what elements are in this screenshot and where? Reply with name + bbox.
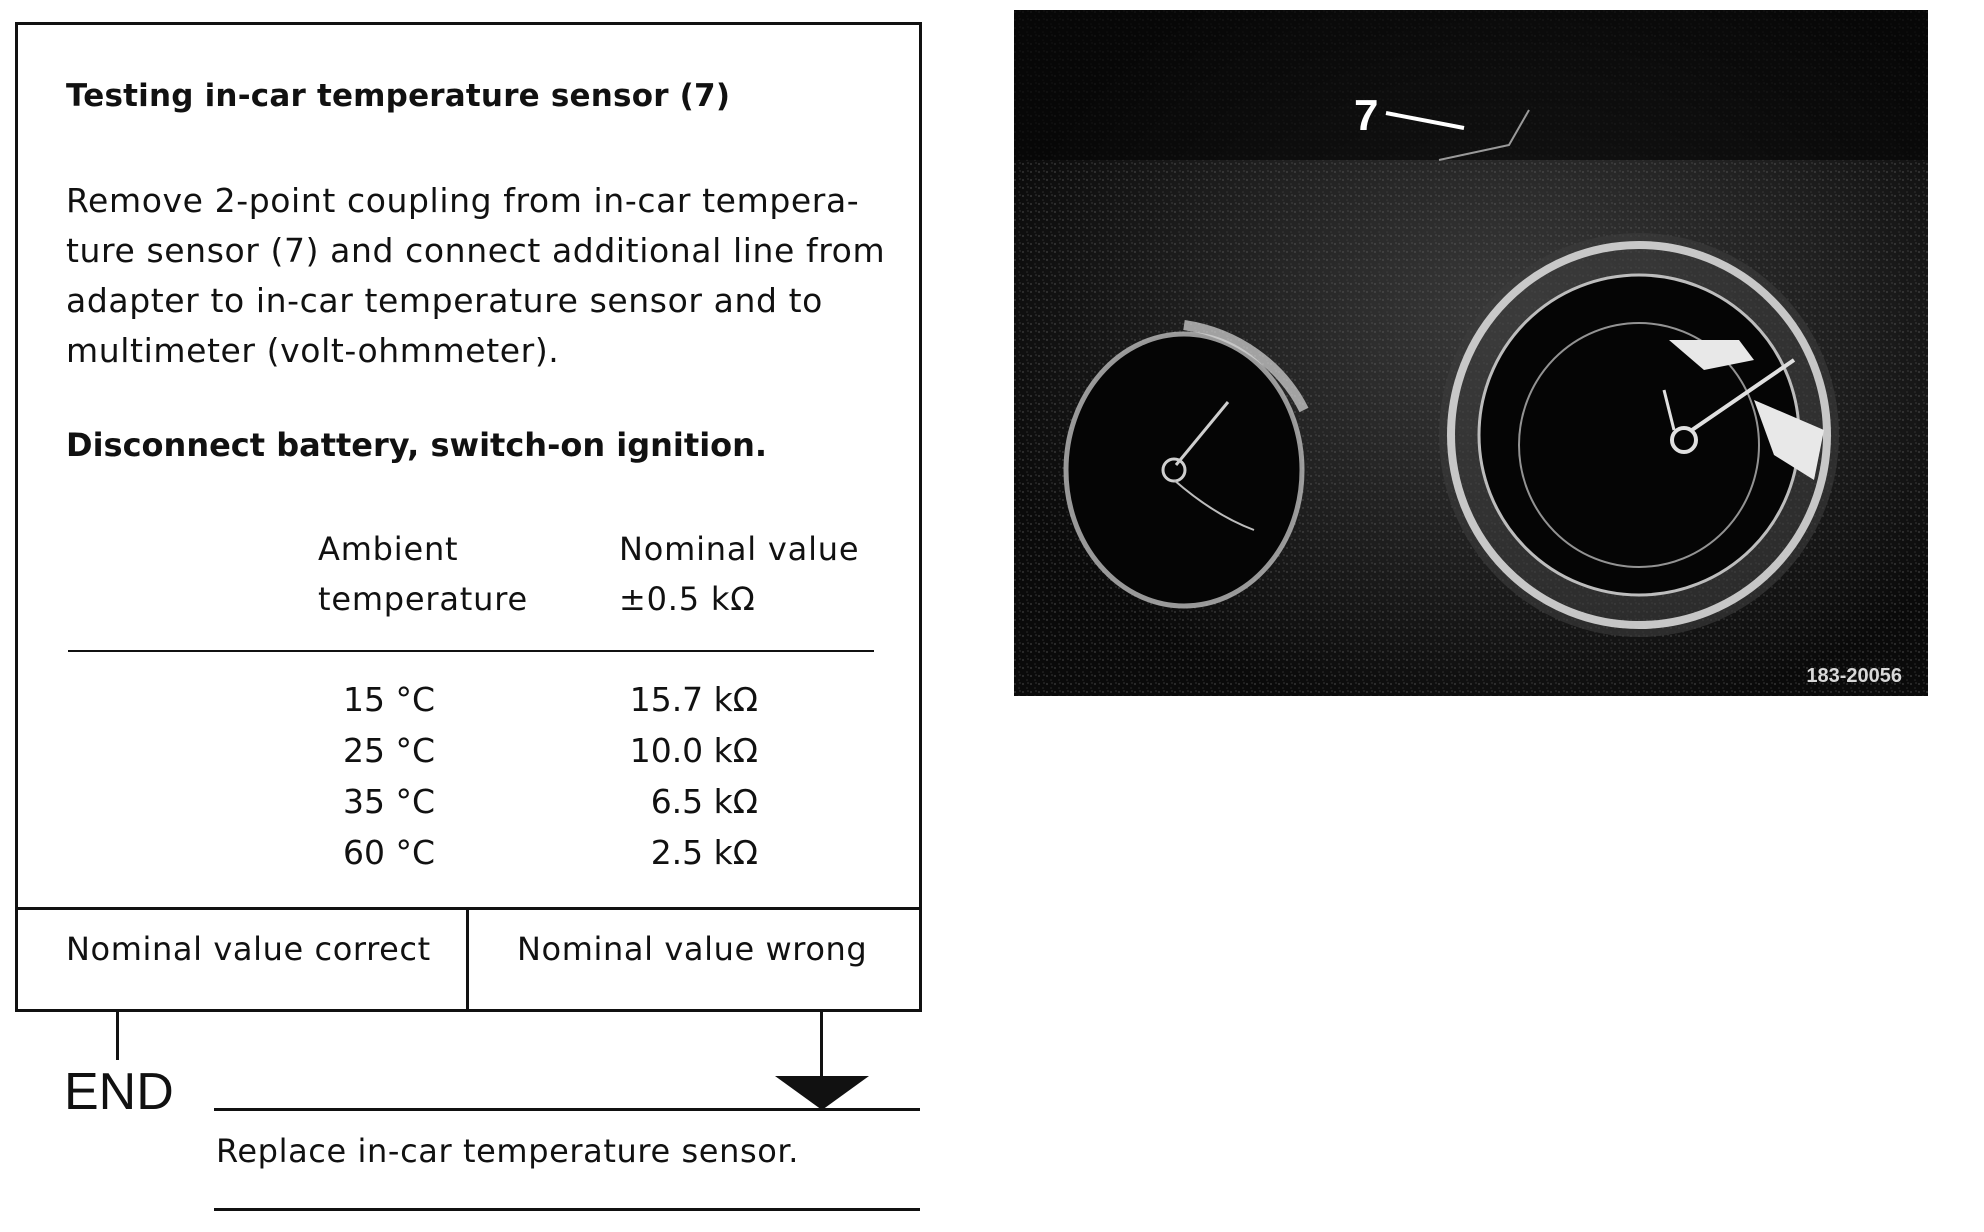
paragraph-line: multimeter (volt-ohmmeter). <box>66 331 560 370</box>
header-line: ±0.5 kΩ <box>619 580 756 618</box>
action-rule-top <box>214 1108 920 1111</box>
temperature-column <box>315 674 435 878</box>
outcome-separator <box>466 907 469 1012</box>
paragraph-line: Remove 2-point coupling from in-car tempera- <box>66 181 860 220</box>
value-cell: 10.0 kΩ <box>629 731 758 770</box>
outcome-correct: Nominal value correct <box>66 930 431 968</box>
paragraph-line: ture sensor (7) and connect additional line from <box>66 231 886 270</box>
callout-number: 7 <box>1354 91 1379 140</box>
flow-line-end <box>116 1012 119 1060</box>
temperature-cell: 35 °C <box>342 782 435 821</box>
paragraph-line: adapter to in-car temperature sensor and to <box>66 281 823 320</box>
outcome-wrong: Nominal value wrong <box>517 930 868 968</box>
table-divider <box>68 650 874 652</box>
instruction-text: Disconnect battery, switch-on ignition. <box>66 426 768 464</box>
action-rule-bottom <box>214 1208 920 1211</box>
header-line: Ambient <box>318 530 459 568</box>
dashboard-photo <box>1014 10 1928 696</box>
end-label: END <box>64 1063 174 1121</box>
flow-line-replace <box>820 1012 823 1078</box>
temperature-cell: 25 °C <box>342 731 435 770</box>
dashboard-illustration <box>1014 10 1928 696</box>
value-cell: 2.5 kΩ <box>650 833 758 872</box>
image-code: 183-20056 <box>1806 665 1902 687</box>
temperature-cell: 60 °C <box>342 833 435 872</box>
temperature-cell: 15 °C <box>342 680 435 719</box>
header-line: Nominal value <box>619 530 860 568</box>
arrow-down-icon <box>775 1076 869 1110</box>
value-cell: 15.7 kΩ <box>629 680 758 719</box>
replace-sensor-action: Replace in-car temperature sensor. <box>216 1132 799 1170</box>
nominal-value-column <box>610 674 758 878</box>
nominal-value-header <box>619 524 859 624</box>
procedure-paragraph <box>66 176 896 376</box>
ambient-temperature-header <box>318 524 528 624</box>
value-cell: 6.5 kΩ <box>650 782 758 821</box>
procedure-box <box>15 22 922 1012</box>
header-line: temperature <box>318 580 528 618</box>
procedure-title: Testing in-car temperature sensor (7) <box>66 78 731 114</box>
